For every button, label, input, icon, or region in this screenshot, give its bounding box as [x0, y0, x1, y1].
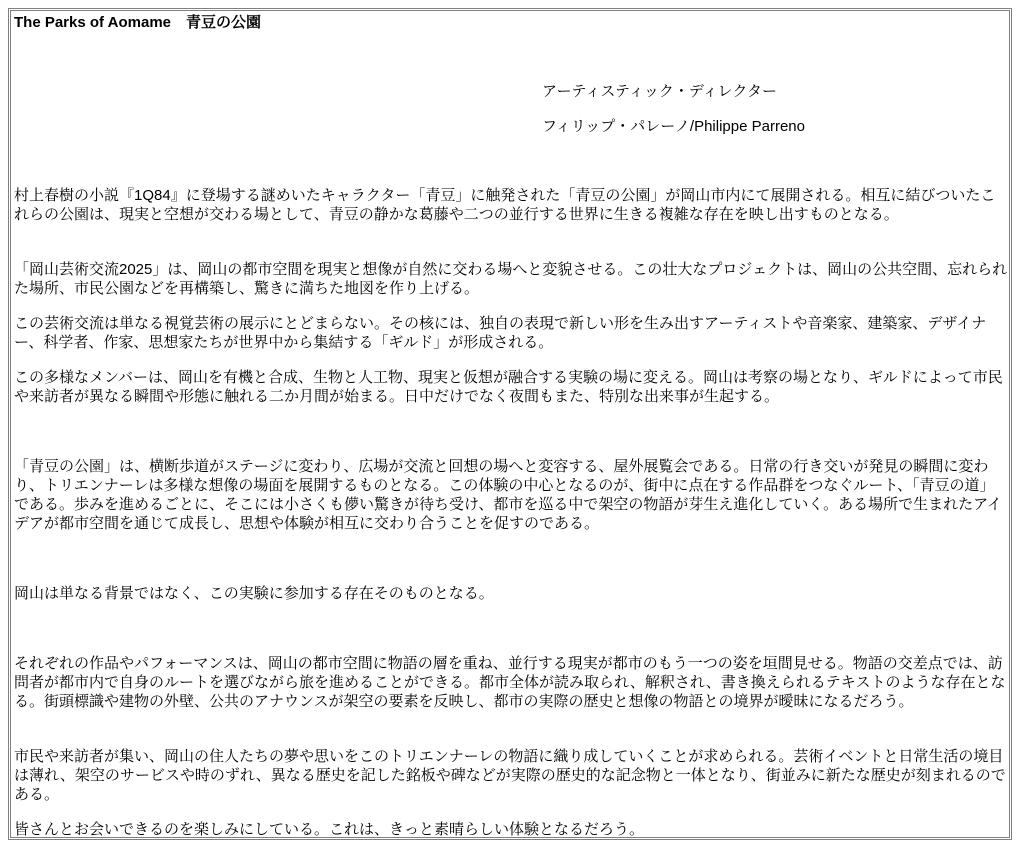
page-title: The Parks of Aomame 青豆の公園 [14, 14, 261, 31]
page-frame [8, 8, 1012, 840]
paragraph-members: この多様なメンバーは、岡山を有機と合成、生物と人工物、現実と仮想が融合する実験の場に変える。岡山は考察の場となり、ギルドによって市民や来訪者が異なる瞬間や形態に触れる二か月間が始まる。日中だけでなく夜間もまた、特別な出来事が生起する。 [14, 369, 1003, 405]
paragraph-parks: 「青豆の公園」は、横断歩道がステージに変わり、広場が交流と回想の場へと変容する、屋外展覧会である。日常の行き交いが発見の瞬間に変わり、トリエンナーレは多様な想像の場面を展開するものとなる。この体験の中心となるのが、街中に点在する作品群をつなぐルート、「青豆の道」である。歩みを進めるごとに、そこには小さくも儚い驚きが待ち受け、都市を巡る中で架空の物語が芽生え進化していく。ある場所で生まれたアイデアが都市空間を通じて成長し、思想や体験が相互に交わり合うことを促すのである。 [14, 458, 1002, 532]
paragraph-citizens: 市民や来訪者が集い、岡山の住人たちの夢や思いをこのトリエンナーレの物語に織り成していくことが求められる。芸術イベントと日常生活の境目は薄れ、架空のサービスや時のずれ、異なる歴史を記した銘板や碑などが実際の歴史的な記念物と一体となり、街並みに新たな歴史が刻まれるのである。 [14, 748, 1006, 803]
paragraph-guild: この芸術交流は単なる視覚芸術の展示にとどまらない。その核には、独自の表現で新しい形を生み出すアーティストや音楽家、建築家、デザイナー、科学者、作家、思想家たちが世界中から集結する「ギルド」が形成される。 [14, 315, 987, 351]
paragraph-closing: 皆さんとお会いできるのを楽しみにしている。これは、きっと素晴らしい体験となるだろう。 [14, 821, 645, 838]
director-role: アーティスティック・ディレクター [542, 83, 778, 100]
page-frame-inner [10, 10, 1010, 838]
paragraph-festival: 「岡山芸術交流2025」は、岡山の都市空間を現実と想像が自然に交わる場へと変貌させる。この壮大なプロジェクトは、岡山の公共空間、忘れられた場所、市民公園などを再構築し、驚きに満ちた地図を作り上げる。 [14, 261, 1008, 297]
director-name: フィリップ・パレーノ/Philippe Parreno [542, 118, 805, 135]
paragraph-okayama: 岡山は単なる背景ではなく、この実験に参加する存在そのものとなる。 [14, 585, 494, 602]
paragraph-works: それぞれの作品やパフォーマンスは、岡山の都市空間に物語の層を重ね、並行する現実が都市のもう一つの姿を垣間見せる。物語の交差点では、訪問者が都市内で自身のルートを選びながら旅を進めることができる。都市全体が読み取られ、解釈され、書き換えられるテキストのような存在となる。街頭標識や建物の外壁、公共のアナウンスが架空の要素を反映し、都市の実際の歴史と想像の物語との境界が曖昧になるだろう。 [14, 655, 1006, 710]
paragraph-intro: 村上春樹の小説『1Q84』に登場する謎めいたキャラクター「青豆」に触発された「青豆の公園」が岡山市内にて展開される。相互に結びついたこれらの公園は、現実と空想が交わる場として、青豆の静かな葛藤や二つの並行する世界に生きる複雑な存在を映し出すものとなる。 [14, 187, 996, 223]
